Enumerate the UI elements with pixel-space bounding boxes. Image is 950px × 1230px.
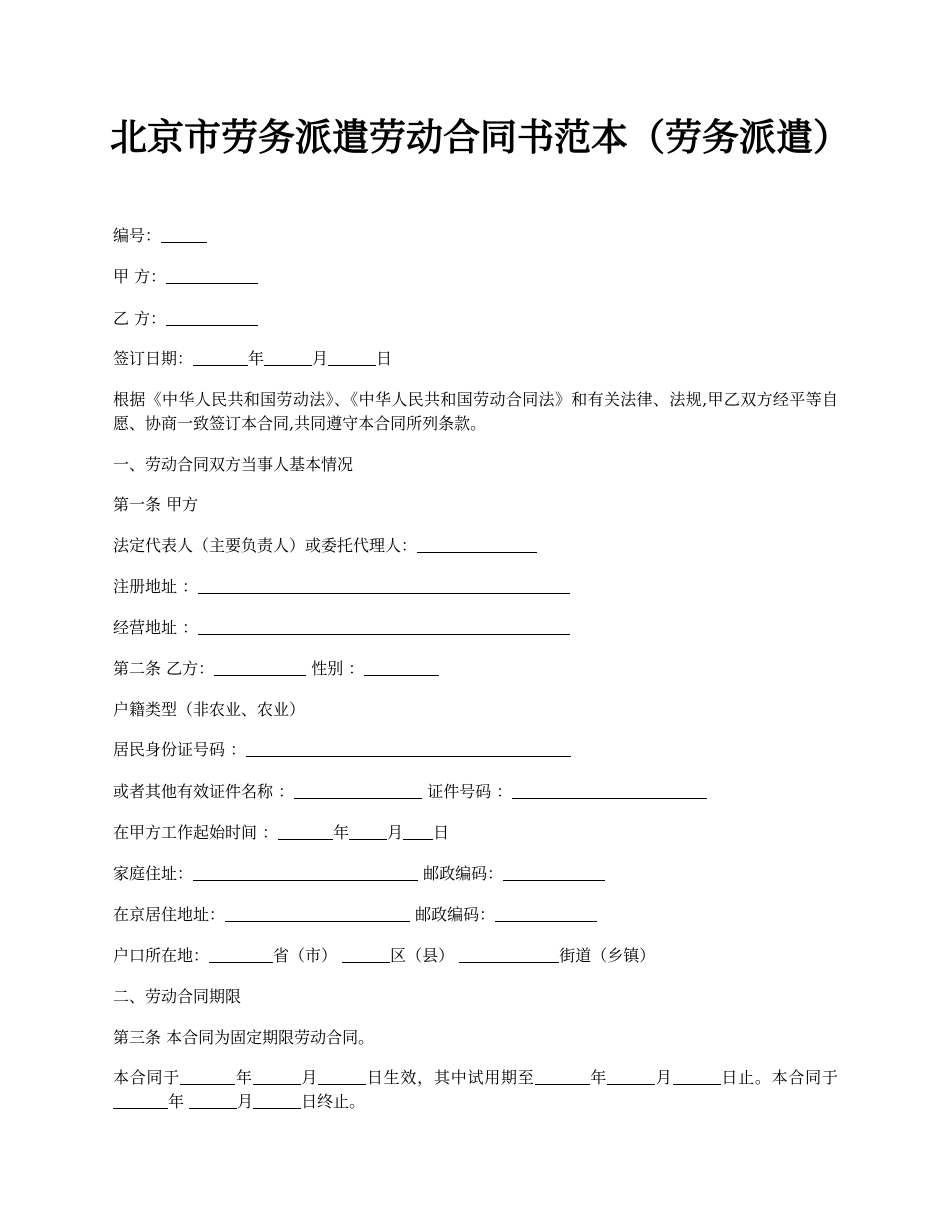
home-address-blank[interactable] bbox=[193, 864, 418, 881]
hukou-label: 户口所在地： bbox=[113, 946, 210, 965]
beijing-postal-label: 邮政编码： bbox=[415, 905, 496, 924]
day-label: 日 bbox=[376, 349, 393, 368]
home-postal-label: 邮政编码： bbox=[423, 864, 504, 883]
section1-heading: 一、劳动合同双方当事人基本情况 bbox=[113, 455, 354, 474]
term-paragraph bbox=[113, 1066, 838, 1114]
legal-rep-blank[interactable] bbox=[417, 536, 537, 553]
party-a-label: 甲 方： bbox=[113, 267, 167, 286]
party-a-line bbox=[113, 265, 258, 289]
document-title: 北京市劳务派遣劳动合同书范本（劳务派遣） bbox=[110, 115, 850, 159]
end-month-label: 月 bbox=[237, 1092, 254, 1111]
term-effective-text: 日生效，其中试用期至 bbox=[366, 1068, 535, 1087]
party-b-name-blank[interactable] bbox=[214, 659, 306, 676]
hukou-line bbox=[113, 944, 655, 968]
gender-blank[interactable] bbox=[364, 659, 439, 676]
term-start-text: 本合同于 bbox=[113, 1068, 181, 1087]
id-number-blank[interactable] bbox=[246, 740, 571, 757]
year-label: 年 bbox=[248, 349, 265, 368]
beijing-address-line bbox=[113, 903, 597, 927]
id-number-label: 居民身份证号码 ： bbox=[113, 740, 247, 759]
trial-year-label: 年 bbox=[589, 1068, 608, 1087]
beijing-address-blank[interactable] bbox=[225, 905, 410, 922]
hukou-district-blank[interactable] bbox=[342, 946, 390, 963]
beijing-address-label: 在京居住地址： bbox=[113, 905, 226, 924]
term-end-trial-text: 日止。本合同于 bbox=[720, 1068, 838, 1087]
start-day-blank[interactable] bbox=[403, 823, 433, 840]
intro-paragraph: 根据《中华人民共和国劳动法》、《中华人民共和国劳动合同法》和有关法律、法规,甲乙双方经平等自愿、协商一致签订本合同,共同遵守本合同所列条款。 bbox=[113, 390, 838, 433]
biz-address-blank[interactable] bbox=[198, 618, 570, 635]
other-id-number-label: 证件号码 ： bbox=[427, 782, 513, 801]
other-id-number-blank[interactable] bbox=[512, 782, 707, 799]
number-blank[interactable] bbox=[161, 226, 207, 243]
term-month-blank[interactable] bbox=[253, 1068, 301, 1085]
hukou-street-blank[interactable] bbox=[459, 946, 559, 963]
reg-address-blank[interactable] bbox=[198, 577, 570, 594]
trial-month-label: 月 bbox=[655, 1068, 673, 1087]
sign-date-line bbox=[113, 347, 392, 371]
end-month-blank[interactable] bbox=[189, 1092, 237, 1109]
other-id-name-blank[interactable] bbox=[294, 782, 422, 799]
street-label: 街道（乡镇） bbox=[559, 946, 656, 965]
article3-text: 第三条 本合同为固定期限劳动合同。 bbox=[113, 1028, 375, 1047]
term-year-label: 年 bbox=[235, 1068, 253, 1087]
article2-label: 第二条 乙方： bbox=[113, 659, 215, 678]
term-month-label: 月 bbox=[300, 1068, 319, 1087]
party-b-info-line bbox=[113, 657, 439, 681]
party-b-blank[interactable] bbox=[166, 309, 258, 326]
beijing-postal-blank[interactable] bbox=[495, 905, 597, 922]
party-b-label: 乙 方： bbox=[113, 309, 167, 328]
start-year-label: 年 bbox=[333, 823, 350, 842]
contract-number-line bbox=[113, 224, 207, 248]
other-id-name-label: 或者其他有效证件名称 ： bbox=[113, 782, 295, 801]
home-address-line bbox=[113, 862, 605, 886]
biz-address-label: 经营地址 ： bbox=[113, 618, 199, 637]
home-address-label: 家庭住址： bbox=[113, 864, 194, 883]
other-id-line bbox=[113, 780, 707, 804]
party-a-blank[interactable] bbox=[166, 267, 258, 284]
sign-year-blank[interactable] bbox=[193, 349, 248, 366]
term-year-blank[interactable] bbox=[180, 1068, 235, 1085]
legal-rep-label: 法定代表人（主要负责人）或委托代理人： bbox=[113, 536, 418, 555]
start-month-label: 月 bbox=[387, 823, 404, 842]
end-year-blank[interactable] bbox=[113, 1092, 168, 1109]
legal-rep-line bbox=[113, 534, 537, 558]
article1-heading: 第一条 甲方 bbox=[113, 495, 199, 514]
household-type-line: 户籍类型（非农业、农业） bbox=[113, 700, 306, 719]
trial-year-blank[interactable] bbox=[535, 1068, 590, 1085]
start-day-label: 日 bbox=[433, 823, 450, 842]
number-label: 编号： bbox=[113, 226, 162, 245]
biz-address-line bbox=[113, 616, 570, 640]
district-label: 区（县） bbox=[390, 946, 455, 965]
sign-month-blank[interactable] bbox=[264, 349, 312, 366]
start-time-label: 在甲方工作起始时间 ： bbox=[113, 823, 279, 842]
home-postal-blank[interactable] bbox=[503, 864, 605, 881]
month-label: 月 bbox=[312, 349, 329, 368]
province-label: 省（市） bbox=[273, 946, 338, 965]
sign-day-blank[interactable] bbox=[328, 349, 376, 366]
term-end-text: 日终止。 bbox=[301, 1092, 366, 1111]
term-day-blank[interactable] bbox=[318, 1068, 366, 1085]
end-year-label: 年 bbox=[168, 1092, 185, 1111]
hukou-province-blank[interactable] bbox=[209, 946, 273, 963]
party-b-line bbox=[113, 307, 258, 331]
reg-address-label: 注册地址 ： bbox=[113, 577, 199, 596]
start-time-line bbox=[113, 821, 449, 845]
sign-date-label: 签订日期： bbox=[113, 349, 194, 368]
section2-heading: 二、劳动合同期限 bbox=[113, 987, 242, 1006]
reg-address-line bbox=[113, 575, 570, 599]
start-year-blank[interactable] bbox=[278, 823, 333, 840]
end-day-blank[interactable] bbox=[253, 1092, 301, 1109]
trial-day-blank[interactable] bbox=[673, 1068, 721, 1085]
start-month-blank[interactable] bbox=[349, 823, 387, 840]
gender-label: 性别 ： bbox=[311, 659, 365, 678]
trial-month-blank[interactable] bbox=[607, 1068, 655, 1085]
id-number-line bbox=[113, 738, 571, 762]
